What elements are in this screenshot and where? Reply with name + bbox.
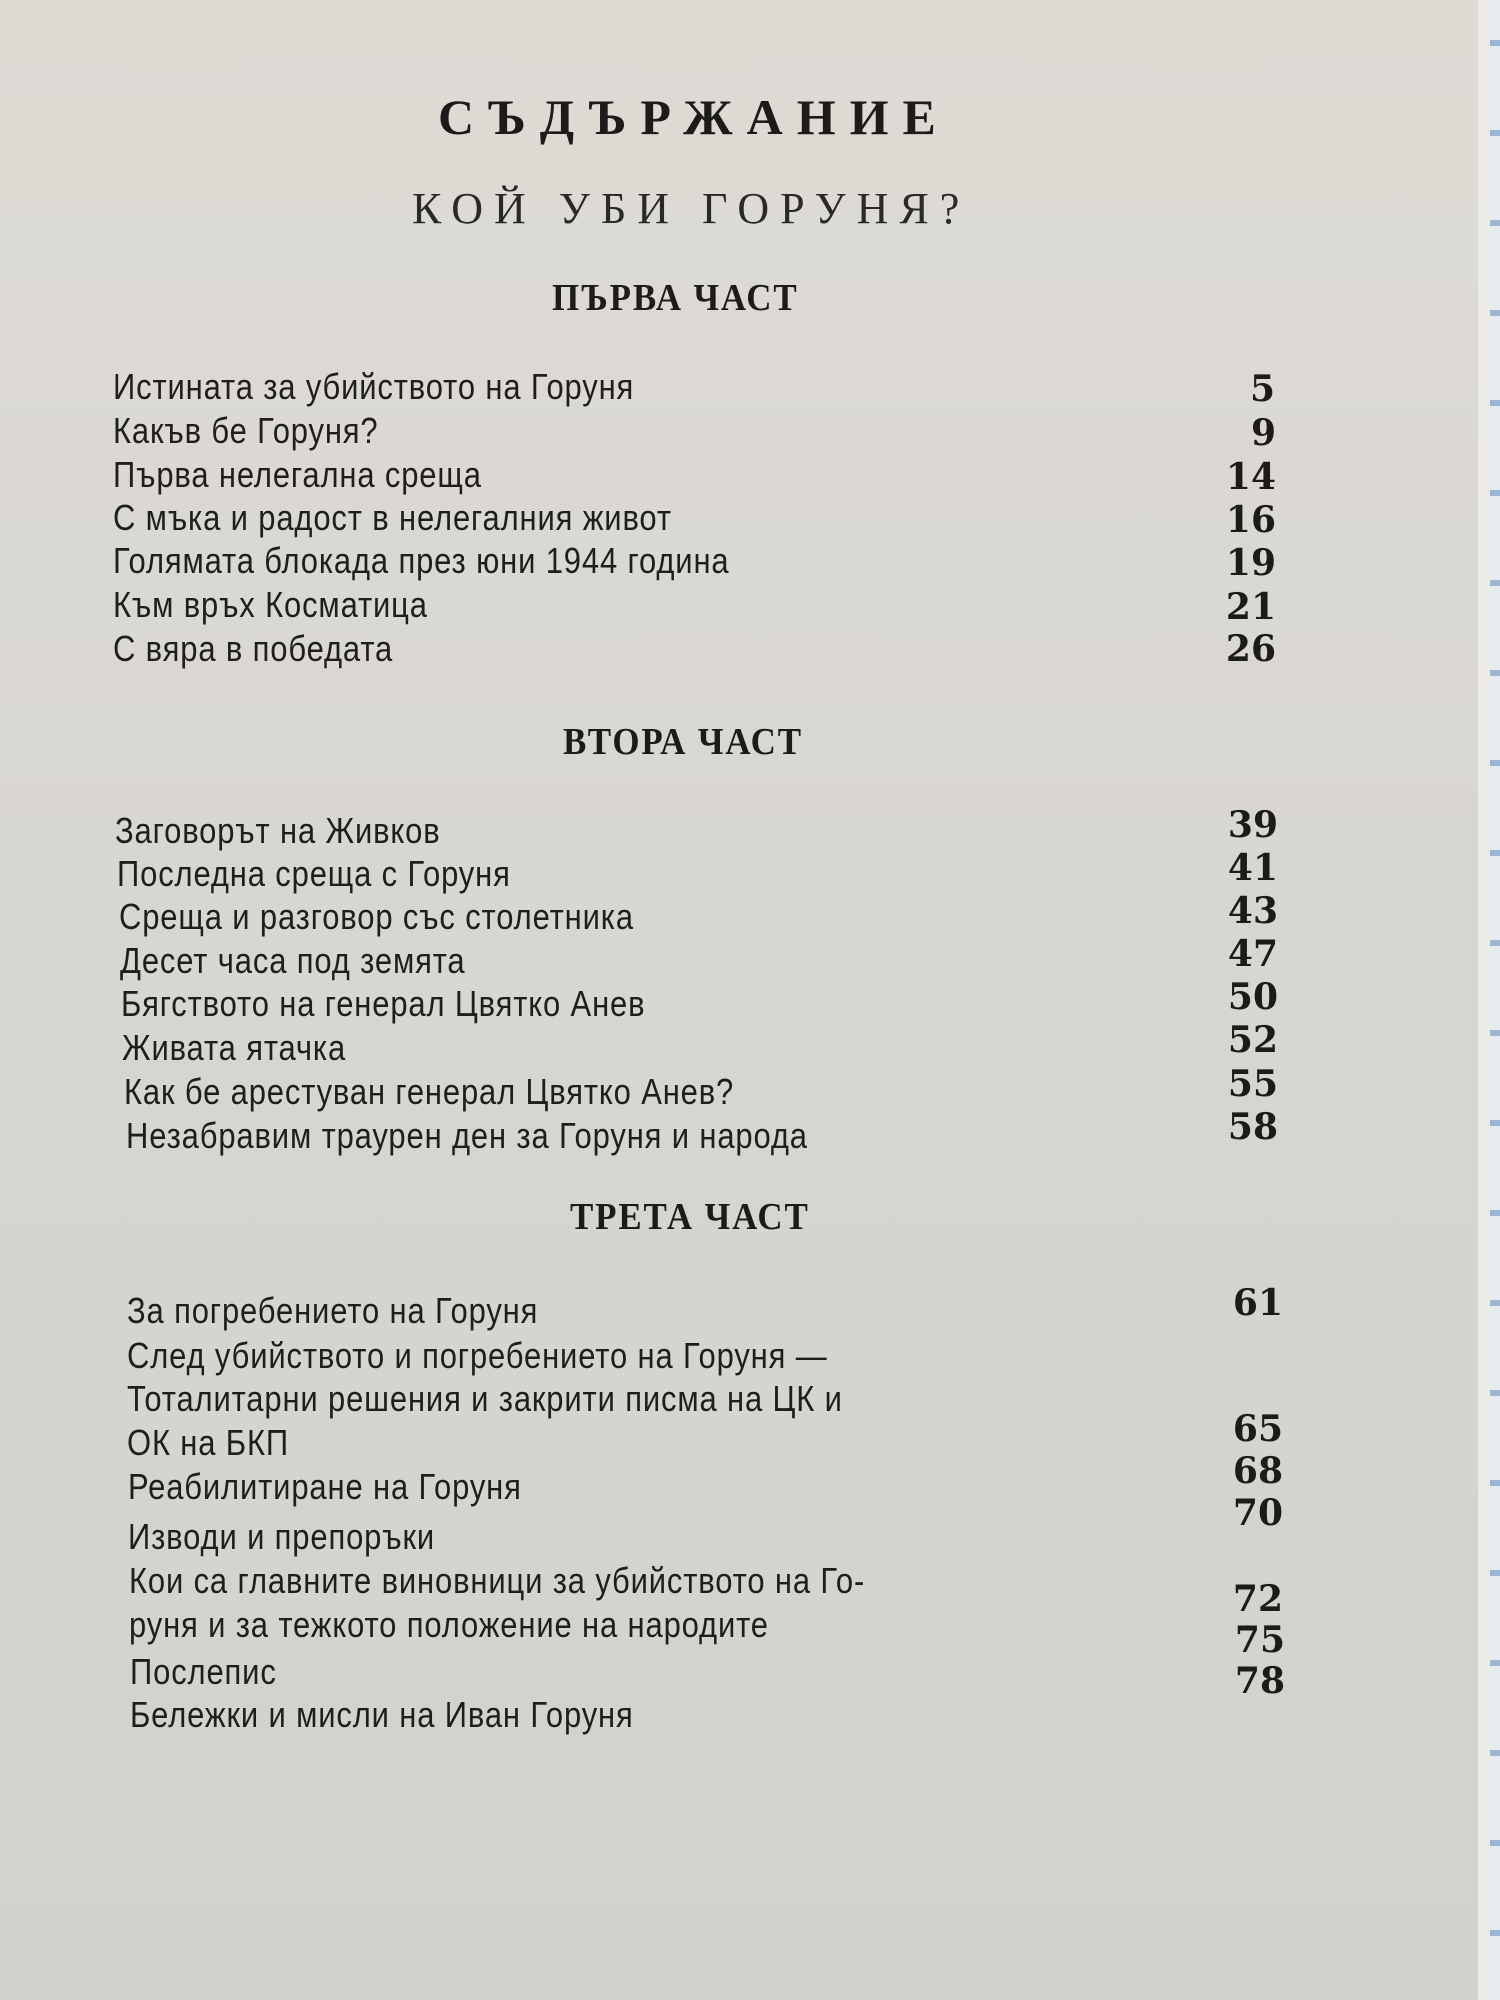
toc-entry-page: 72 xyxy=(1232,1578,1283,1620)
book-subtitle: КОЙ УБИ ГОРУНЯ? xyxy=(412,184,971,233)
toc-entry-text: Бягството на генерал Цвятко Анев xyxy=(121,983,646,1024)
toc-entry-page: 41 xyxy=(1227,847,1278,889)
part-heading-3: ТРЕТА ЧАСТ xyxy=(570,1196,810,1238)
toc-entry-page: 21 xyxy=(1225,586,1276,628)
toc-line: Бележки и мисли на Иван Горуня xyxy=(130,1694,634,1735)
toc-title: СЪДЪРЖАНИЕ xyxy=(438,89,950,145)
part-heading-2: ВТОРА ЧАСТ xyxy=(563,721,803,763)
toc-entry-text: Истината за убийството на Горуня xyxy=(113,366,635,407)
toc-entry-page: 65 xyxy=(1232,1408,1283,1450)
toc-entry-page: 9 xyxy=(1250,412,1276,454)
toc-entry-page: 43 xyxy=(1227,890,1278,932)
toc-entry-text: Последна среща с Горуня xyxy=(117,853,511,894)
toc-entry-text: Към връх Косматица xyxy=(113,584,428,625)
toc-line: Послепис xyxy=(130,1651,277,1692)
toc-entry-text: Среща и разговор със столетника xyxy=(119,896,634,937)
background-notebook-edge xyxy=(1490,0,1500,2000)
toc-entry-page: 70 xyxy=(1232,1492,1283,1534)
toc-entry-page: 58 xyxy=(1227,1106,1278,1148)
toc-line: Тоталитарни решения и закрити писма на ЦК и xyxy=(127,1378,843,1419)
toc-entry-page: 26 xyxy=(1225,628,1276,670)
toc-entry-page: 19 xyxy=(1225,542,1276,584)
toc-entry-page: 16 xyxy=(1225,499,1276,541)
toc-entry-page: 5 xyxy=(1249,368,1275,410)
toc-line: За погребението на Горуня xyxy=(127,1290,539,1331)
toc-entry-page: 55 xyxy=(1227,1063,1278,1105)
toc-line: Реабилитиране на Горуня xyxy=(128,1466,522,1507)
toc-line: ОК на БКП xyxy=(127,1422,289,1463)
toc-entry-page: 75 xyxy=(1234,1619,1285,1661)
page-edge xyxy=(1478,0,1490,2000)
toc-entry-text: Десет часа под земята xyxy=(120,940,466,981)
toc-entry-text: Живата ятачка xyxy=(122,1027,347,1068)
toc-entry-text: Първа нелегална среща xyxy=(113,454,482,495)
part-heading-1: ПЪРВА ЧАСТ xyxy=(552,277,799,319)
toc-entry-page: 68 xyxy=(1232,1450,1283,1492)
toc-entry-page: 47 xyxy=(1227,933,1278,975)
toc-entry-text: Голямата блокада през юни 1944 година xyxy=(113,540,730,581)
toc-entry-text: Незабравим траурен ден за Горуня и народа xyxy=(126,1115,808,1156)
toc-entry-page: 78 xyxy=(1234,1660,1285,1702)
toc-entry-text: Как бе арестуван генерал Цвятко Анев? xyxy=(124,1071,735,1112)
toc-entry-page: 61 xyxy=(1232,1282,1283,1324)
toc-entry-text: С мъка и радост в нелегалния живот xyxy=(113,497,672,538)
toc-line: руня и за тежкото положение на народите xyxy=(129,1604,769,1645)
toc-entry-text: С вяра в победата xyxy=(113,628,394,669)
toc-entry-page: 50 xyxy=(1227,976,1278,1018)
toc-line: След убийството и погребението на Горуня — xyxy=(127,1335,828,1376)
toc-line: Кои са главните виновници за убийството на Го- xyxy=(129,1560,866,1601)
toc-entry-text: Какъв бе Горуня? xyxy=(113,410,379,451)
toc-entry-page: 14 xyxy=(1225,456,1276,498)
toc-entry-page: 52 xyxy=(1227,1019,1278,1061)
toc-entry-page: 39 xyxy=(1227,804,1278,846)
toc-line: Изводи и препоръки xyxy=(128,1516,436,1557)
toc-entry-text: Заговорът на Живков xyxy=(115,810,441,851)
